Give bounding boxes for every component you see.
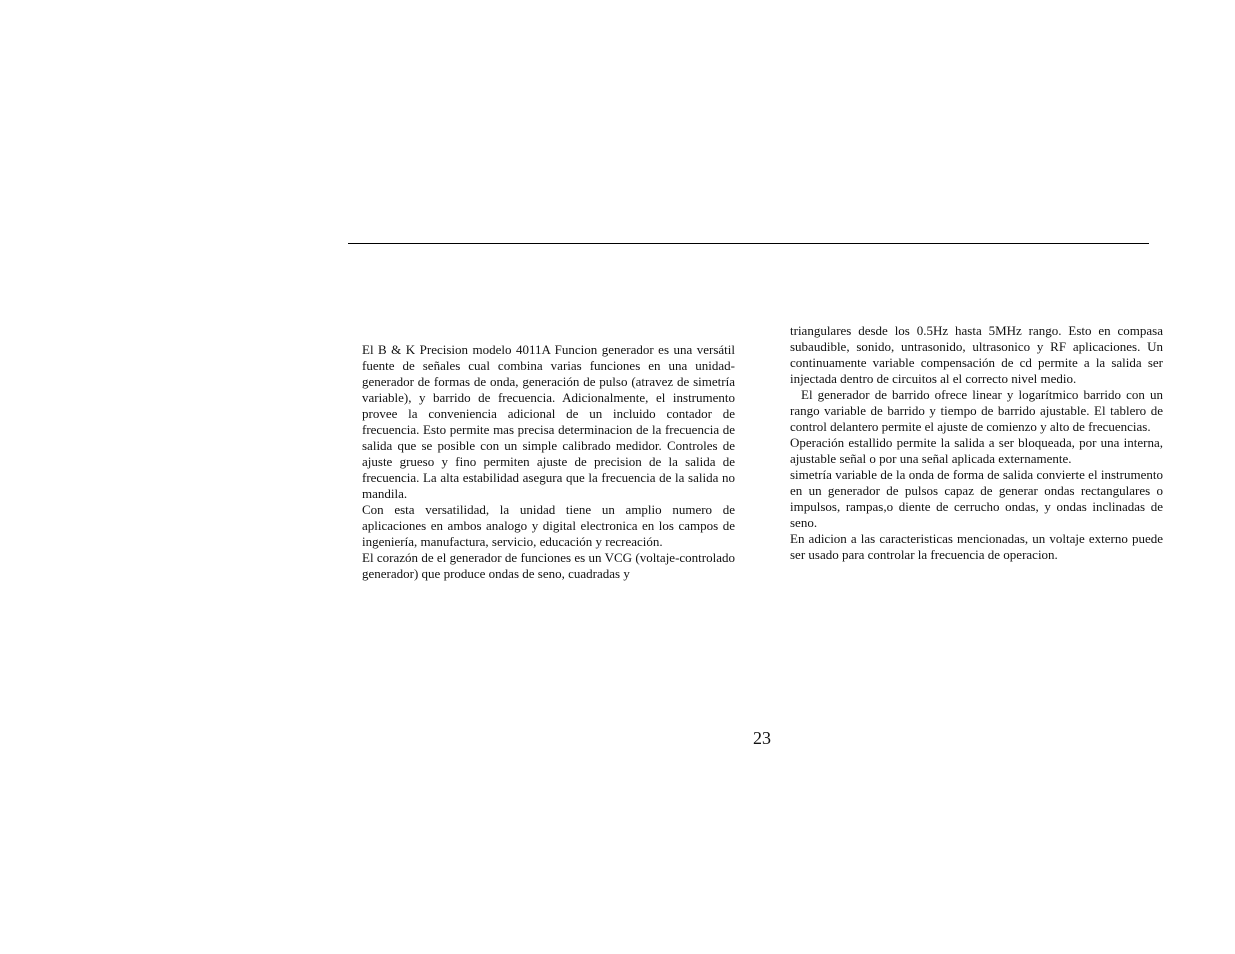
paragraph-vcg: El corazón de el generador de funciones es un VCG (voltaje-controlado generador) que produce ondas de seno, cuadradas y [362,550,735,581]
paragraph-waveform-range: triangulares desde los 0.5Hz hasta 5MHz rango. Esto en compasa subaudible, sonido, untrasonido, ultrasonico y RF aplicaciones. Un continuamente variable compensación de cd permite a la salida ser injectada dentro de circuitos al el correcto nivel medio. [790,323,1163,386]
paragraph-burst-operation: Operación estallido permite la salida a ser bloqueada, por una interna, ajustable señal o por una señal aplicada externamente. [790,435,1163,466]
page-number: 23 [753,728,771,748]
paragraph-sweep-generator: El generador de barrido ofrece linear y logarítmico barrido con un rango variable de barrido y tiempo de barrido ajustable. El tablero de control delantero permite el ajuste de comienzo y alto de frecuencias. [790,387,1163,434]
paragraph-versatility: Con esta versatilidad, la unidad tiene un amplio numero de aplicaciones en ambos analogo y digital electronica en los campos de ingeniería, manufactura, servicio, educación y recreación. [362,502,735,549]
header-rule [348,243,1149,244]
paragraph-variable-symmetry: simetría variable de la onda de forma de salida convierte el instrumento en un generador de pulsos capaz de generar ondas rectangulares o impulsos, rampas,o diente de cerrucho ondas, y ondas inclinadas de seno. [790,467,1163,530]
left-text-column [362,342,735,582]
paragraph-external-voltage: En adicion a las caracteristicas mencionadas, un voltaje externo puede ser usado para controlar la frecuencia de operacion. [790,531,1163,562]
paragraph-introduction: El B & K Precision modelo 4011A Funcion generador es una versátil fuente de señales cual combina varias funciones en una unidad- generador de formas de onda, generación de pulso (atravez de simetría variable), y barrido de frecuencia. Adicionalmente, el instrumento provee la conveniencia adicional de un incluido contador de frecuencia. Esto permite mas precisa determinacion de la frecuencia de salida que se posible con un simple calibrado medidor. Controles de ajuste grueso y fino permiten ajuste de precision de la salida de frecuencia. La alta estabilidad asegura que la frecuencia de la salida no mandila. [362,342,735,501]
right-text-column [790,323,1163,563]
